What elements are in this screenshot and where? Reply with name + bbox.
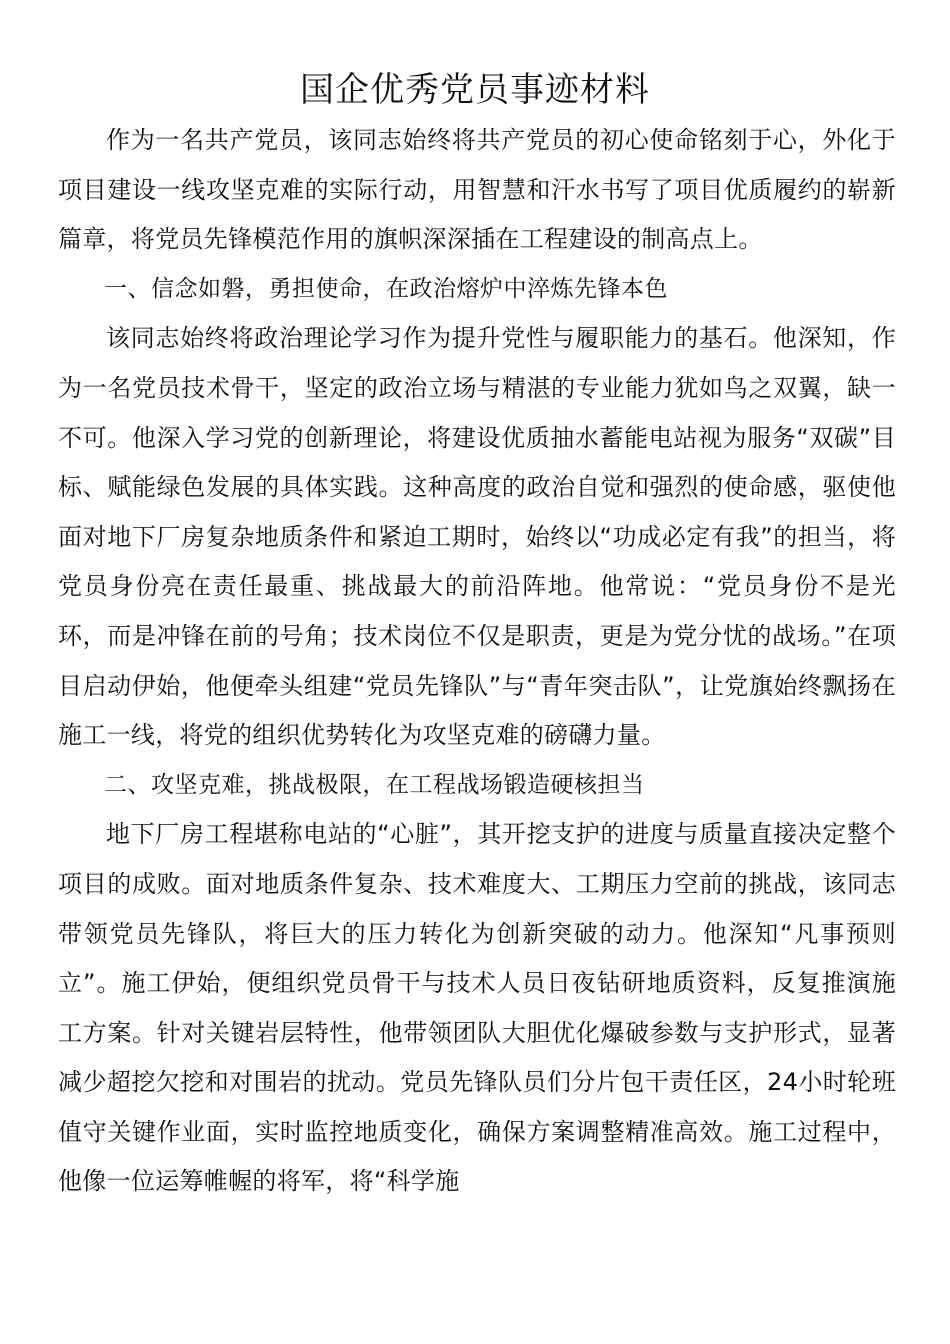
section-2-paragraph: 地下厂房工程堪称电站的“心脏”，其开挖支护的进度与质量直接决定整个项目的成败。面对地质条件复杂、技术难度大、工期压力空前的挑战，该同志带领党员先锋队，将巨大的压力转化为创新突破的动力。他深知“凡事预则立”。施工伊始，便组织党员骨干与技术人员日夜钻研地质资料，反复推演施工方案。针对关键岩层特性，他带领团队大胆优化爆破参数与支护形式，显著减少超挖欠挖和对围岩的扰动。党员先锋队员们分片包干责任区，24小时轮班值守关键作业面，实时监控地质变化，确保方案调整精准高效。施工过程中，他像一位运筹帷幄的将军，将“科学施 — [58, 820, 896, 1196]
section-1-heading: 一、信念如磐，勇担使命，在政治熔炉中淬炼先锋本色 — [104, 275, 668, 302]
section-1-paragraph: 该同志始终将政治理论学习作为提升党性与履职能力的基石。他深知，作为一名党员技术骨干，坚定的政治立场与精湛的专业能力犹如鸟之双翼，缺一不可。他深入学习党的创新理论，将建设优质抽水蓄能电站视为服务“双碳”目标、赋能绿色发展的具体实践。这种高度的政治自觉和强烈的使命感，驱使他面对地下厂房复杂地质条件和紧迫工期时，始终以“功成必定有我”的担当，将党员身份亮在责任最重、挑战最大的前沿阵地。他常说：“党员身份不是光环，而是冲锋在前的号角；技术岗位不仅是职责，更是为党分忧的战场。”在项目启动伊始，他便牵头组建“党员先锋队”与“青年突击队”，让党旗始终飘扬在施工一线，将党的组织优势转化为攻坚克难的磅礴力量。 — [58, 324, 896, 750]
intro-paragraph: 作为一名共产党员，该同志始终将共产党员的初心使命铭刻于心，外化于项目建设一线攻坚克难的实际行动，用智慧和汗水书写了项目优质履约的崭新篇章，将党员先锋模范作用的旗帜深深插在工程建设的制高点上。 — [58, 126, 896, 254]
document-body — [58, 116, 896, 1207]
document-title: 国企优秀党员事迹材料 — [300, 70, 650, 110]
section-2-heading: 二、攻坚克难，挑战极限，在工程战场锻造硬核担当 — [104, 771, 645, 798]
